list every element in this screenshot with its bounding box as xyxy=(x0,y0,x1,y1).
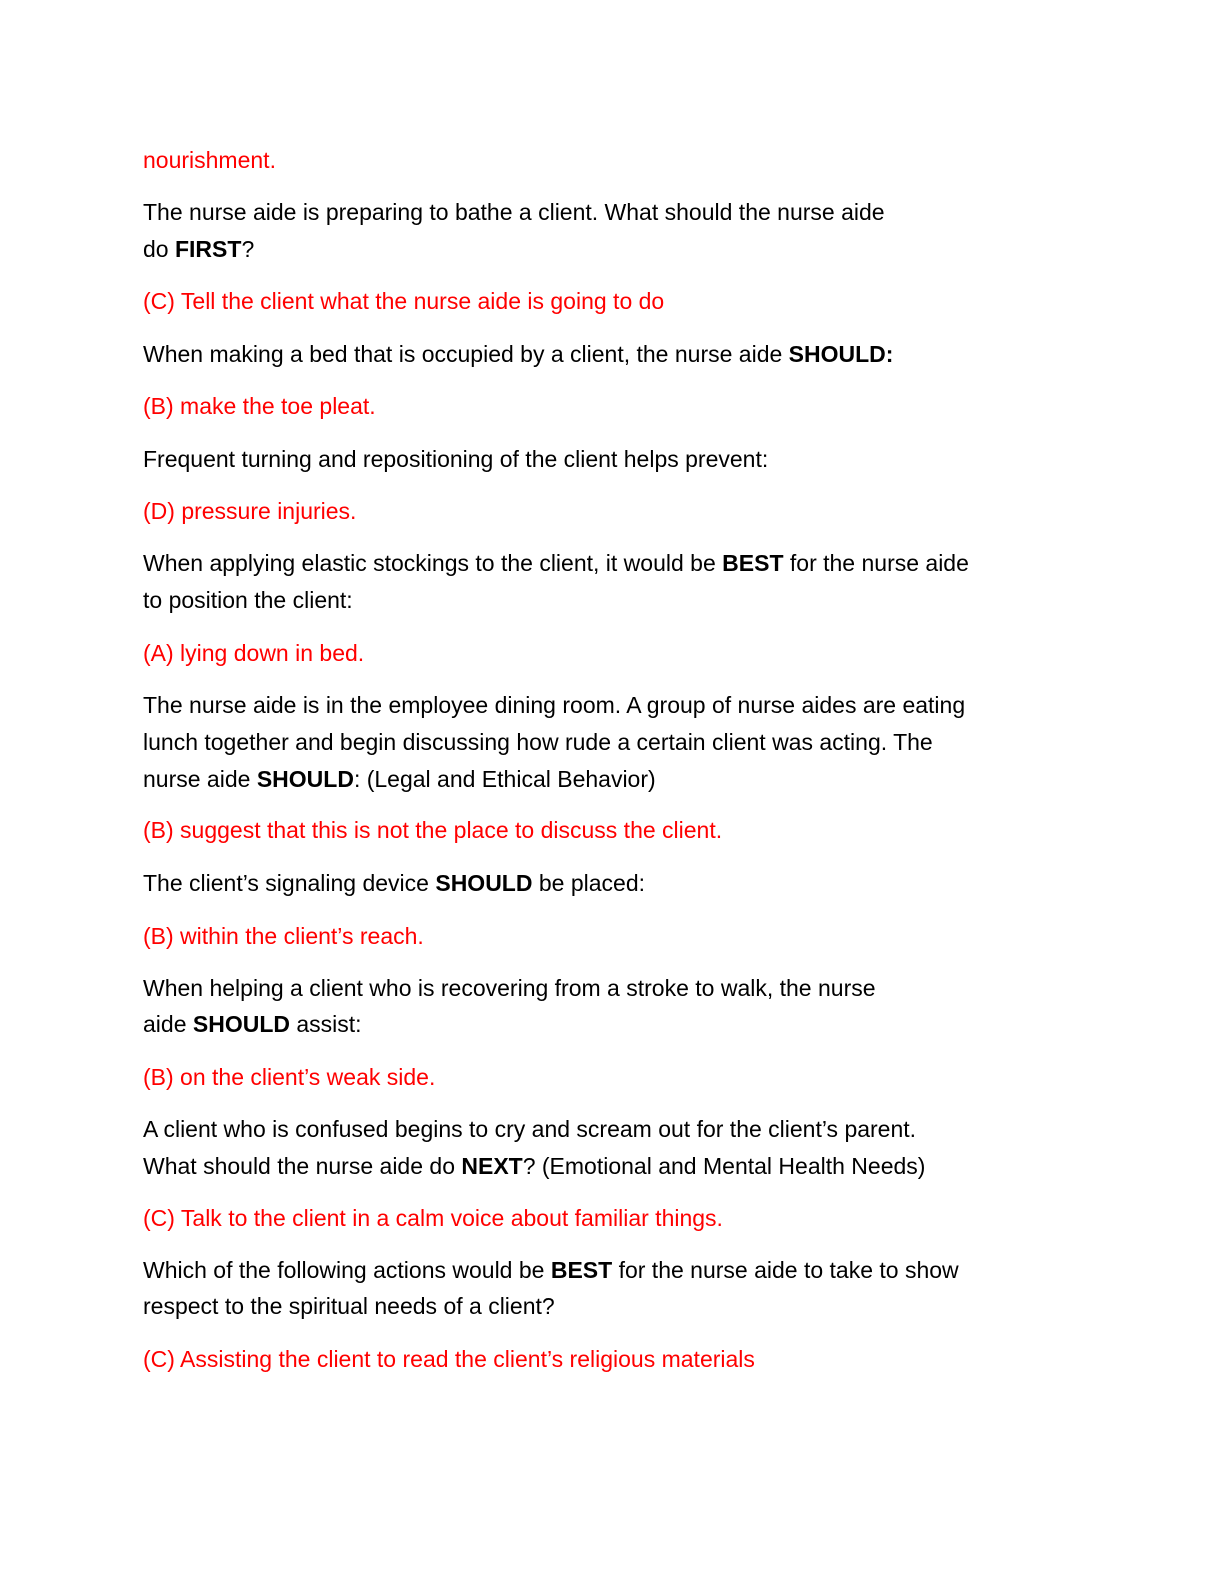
question-spiritual-line-2: respect to the spiritual needs of a client? xyxy=(143,1293,555,1319)
text-run: be placed: xyxy=(532,870,646,896)
question-dining-line-1: The nurse aide is in the employee dining room. A group of nurse aides are eating xyxy=(143,692,966,718)
text-run: nurse aide xyxy=(143,766,257,792)
emphasis-should: SHOULD: xyxy=(788,341,894,367)
text-run: The client’s signaling device xyxy=(143,870,436,896)
text-run: Which of the following actions would be xyxy=(143,1257,551,1283)
answer-turning: (D) pressure injuries. xyxy=(143,498,357,524)
answer-signaling: (B) within the client’s reach. xyxy=(143,923,424,949)
text-run: do xyxy=(143,236,175,262)
emphasis-next: NEXT xyxy=(461,1153,523,1179)
answer-occupied-bed: (B) make the toe pleat. xyxy=(143,393,376,419)
question-signaling xyxy=(143,865,645,902)
question-confused-line-2 xyxy=(143,1148,925,1185)
answer-stockings: (A) lying down in bed. xyxy=(143,640,365,666)
question-stockings-line-1 xyxy=(143,545,969,582)
text-run: When making a bed that is occupied by a client, the nurse aide xyxy=(143,341,789,367)
emphasis-best: BEST xyxy=(550,1257,613,1283)
question-confused-line-1: A client who is confused begins to cry and scream out for the client’s parent. xyxy=(143,1116,917,1142)
text-run: When applying elastic stockings to the client, it would be xyxy=(143,550,723,576)
question-dining-line-2: lunch together and begin discussing how rude a certain client was acting. The xyxy=(143,729,933,755)
question-stockings-line-2: to position the client: xyxy=(143,587,353,613)
question-spiritual-line-1 xyxy=(143,1252,959,1289)
question-stroke-line-1: When helping a client who is recovering from a stroke to walk, the nurse xyxy=(143,975,876,1001)
question-bathe-line-2 xyxy=(143,231,254,268)
text-run: ? xyxy=(241,236,255,262)
question-turning: Frequent turning and repositioning of the client helps prevent: xyxy=(143,446,769,472)
emphasis-should: SHOULD xyxy=(256,766,354,792)
answer-confused: (C) Talk to the client in a calm voice about familiar things. xyxy=(143,1205,723,1231)
text-run: ? (Emotional and Mental Health Needs) xyxy=(522,1153,926,1179)
text-run: aide xyxy=(143,1011,193,1037)
answer-bathe: (C) Tell the client what the nurse aide is going to do xyxy=(143,288,665,314)
emphasis-best: BEST xyxy=(722,550,784,576)
text-run: for the nurse aide to take to show xyxy=(612,1257,959,1283)
text-run: for the nurse aide xyxy=(783,550,969,576)
text-run: assist: xyxy=(290,1011,362,1037)
answer-dining: (B) suggest that this is not the place to discuss the client. xyxy=(143,817,723,843)
emphasis-first: FIRST xyxy=(174,236,242,262)
question-dining-line-3 xyxy=(143,761,656,798)
emphasis-should: SHOULD xyxy=(435,870,533,896)
text-run: : (Legal and Ethical Behavior) xyxy=(353,766,656,792)
question-stroke-line-2 xyxy=(143,1006,362,1043)
question-occupied-bed xyxy=(143,336,893,373)
emphasis-should: SHOULD xyxy=(192,1011,290,1037)
answer-nourishment: nourishment. xyxy=(143,147,276,173)
answer-spiritual: (C) Assisting the client to read the client’s religious materials xyxy=(143,1346,755,1372)
text-run: What should the nurse aide do xyxy=(143,1153,462,1179)
question-bathe-line-1: The nurse aide is preparing to bathe a client. What should the nurse aide xyxy=(143,199,885,225)
answer-stroke: (B) on the client’s weak side. xyxy=(143,1064,436,1090)
